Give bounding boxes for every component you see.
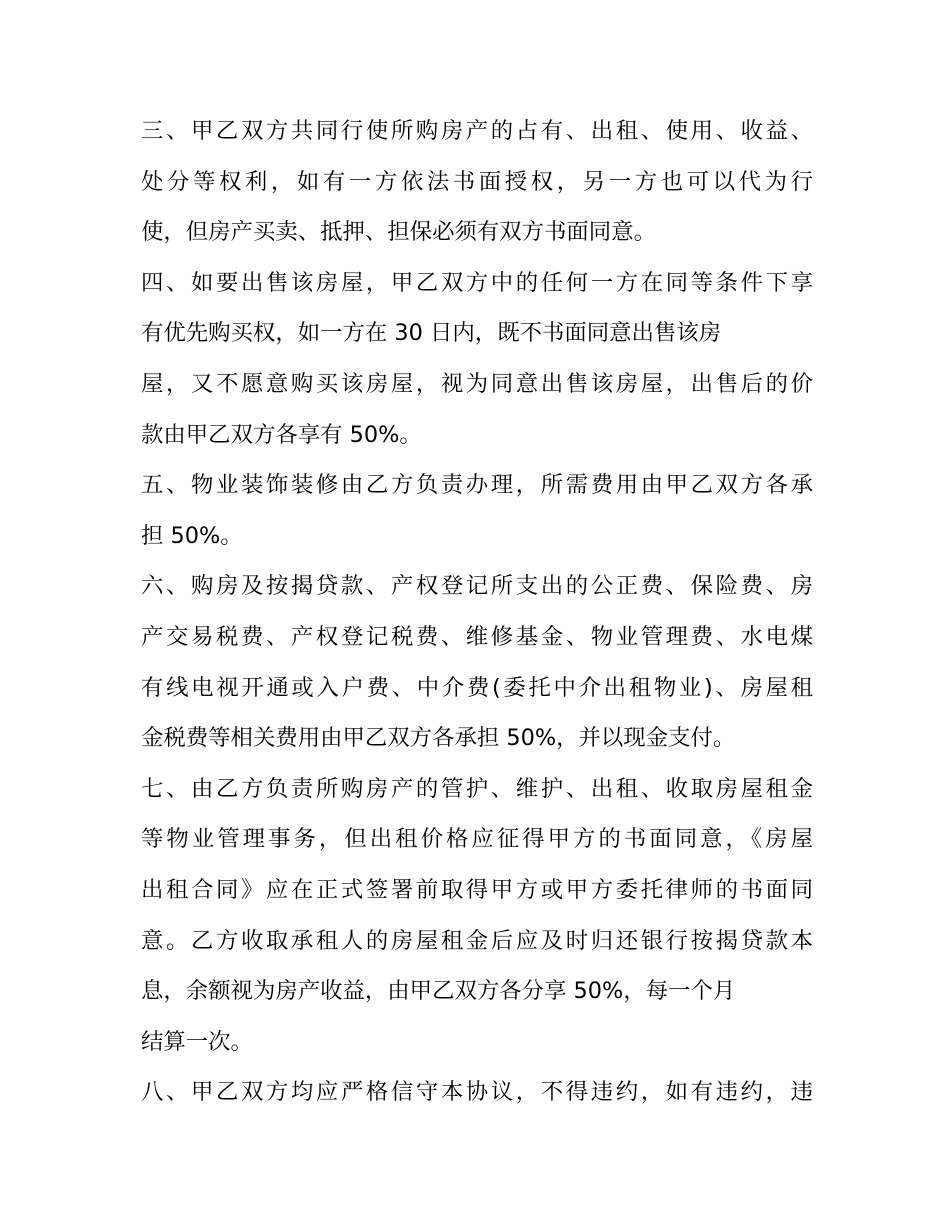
text-line: 等物业管理事务，但出租价格应征得甲方的书面同意，《房屋 bbox=[141, 826, 813, 853]
text-line: 款由甲乙双方各享有 50%。 bbox=[141, 421, 422, 448]
text-line: 使，但房产买卖、抵押、担保必须有双方书面同意。 bbox=[141, 219, 656, 246]
text-line: 七、由乙方负责所购房产的管护、维护、出租、收取房屋租金 bbox=[141, 775, 813, 802]
text-line: 意。乙方收取承租人的房屋租金后应及时归还银行按揭贷款本 bbox=[141, 927, 813, 954]
text-line: 有线电视开通或入户费、中介费(委托中介出租物业)、房屋租 bbox=[141, 674, 813, 701]
text-line: 产交易税费、产权登记税费、维修基金、物业管理费、水电煤 bbox=[141, 623, 813, 650]
text-line: 六、购房及按揭贷款、产权登记所支出的公正费、保险费、房 bbox=[141, 573, 813, 600]
text-line: 四、如要出售该房屋，甲乙双方中的任何一方在同等条件下享 bbox=[141, 269, 813, 296]
text-line: 金税费等相关费用由甲乙双方各承担 50%，并以现金支付。 bbox=[141, 725, 736, 752]
text-line: 五、物业装饰装修由乙方负责办理，所需费用由甲乙双方各承 bbox=[141, 472, 813, 499]
text-line: 结算一次。 bbox=[141, 1028, 253, 1055]
document-body bbox=[141, 106, 813, 1118]
text-line: 息，余额视为房产收益，由甲乙双方各分享 50%，每一个月 bbox=[141, 978, 736, 1005]
text-line: 有优先购买权，如一方在 30 日内，既不书面同意出售该房 bbox=[141, 320, 722, 347]
text-line: 屋，又不愿意购买该房屋，视为同意出售该房屋，出售后的价 bbox=[141, 370, 813, 397]
text-line: 八、甲乙双方均应严格信守本协议，不得违约，如有违约，违 bbox=[141, 1079, 813, 1106]
text-line: 出租合同》应在正式签署前取得甲方或甲方委托律师的书面同 bbox=[141, 876, 813, 903]
text-line: 担 50%。 bbox=[141, 522, 243, 549]
text-line: 处分等权利，如有一方依法书面授权，另一方也可以代为行 bbox=[141, 168, 813, 195]
text-line: 三、甲乙双方共同行使所购房产的占有、出租、使用、收益、 bbox=[141, 118, 813, 144]
